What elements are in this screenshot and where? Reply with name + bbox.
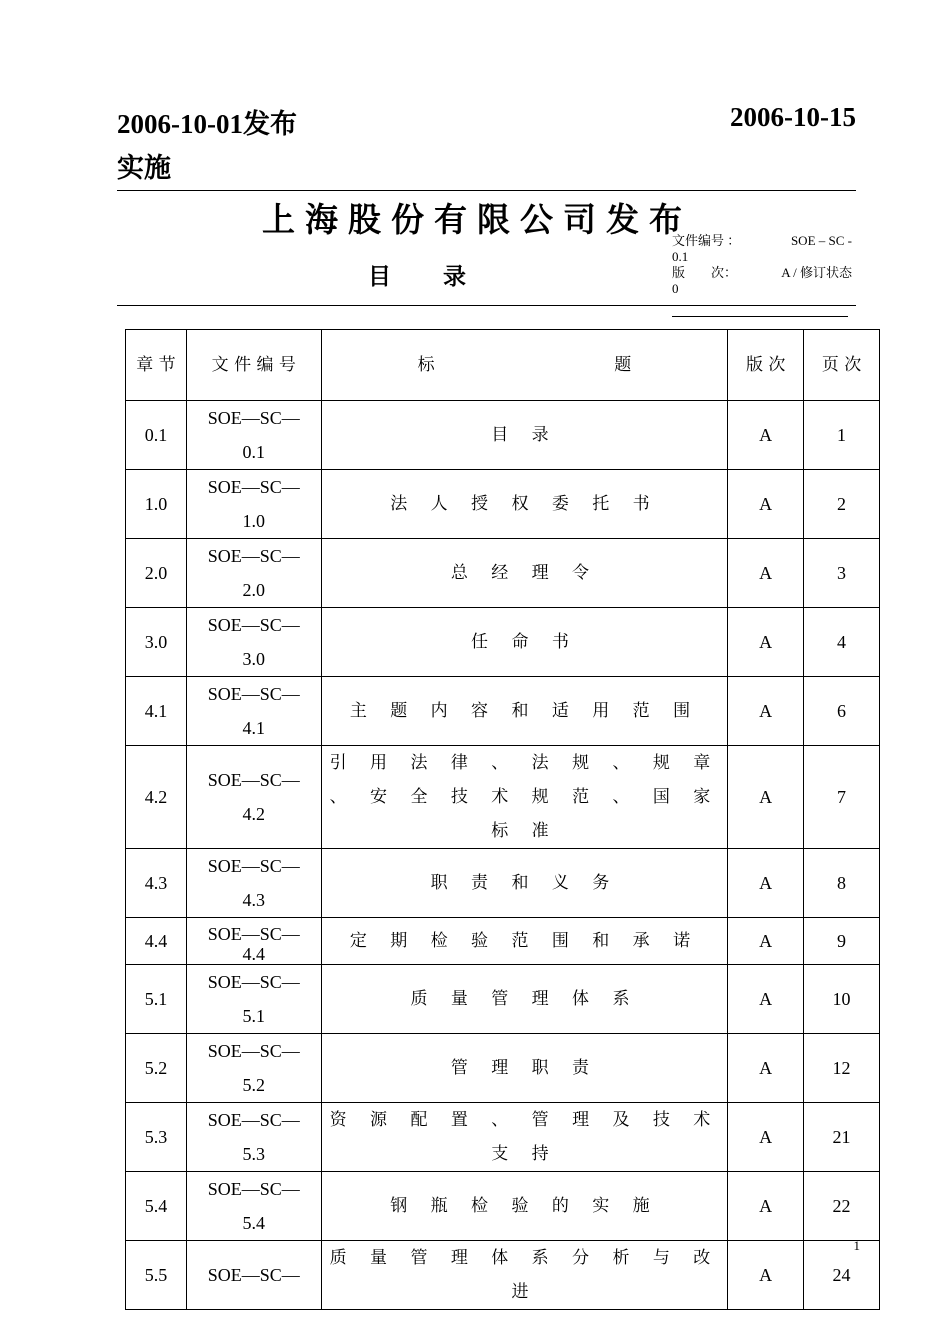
chapter-cell: 4.1 [126, 677, 187, 746]
title-cell: 法 人 授 权 委 托 书 [321, 470, 728, 539]
version-cell: A [728, 965, 804, 1034]
header-file-no: 文 件 编 号 [186, 330, 321, 401]
meta-number-value: SOE – SC - [790, 233, 852, 248]
document-meta [672, 233, 852, 297]
page-cell: 3 [804, 539, 880, 608]
version-cell: A [728, 1103, 804, 1172]
page-cell: 9 [804, 918, 880, 965]
file-no-cell: SOE—SC— 4.1 [186, 677, 321, 746]
page-cell: 4 [804, 608, 880, 677]
version-cell: A [728, 539, 804, 608]
table-row [126, 1172, 880, 1241]
version-cell: A [728, 677, 804, 746]
version-cell: A [728, 746, 804, 849]
chapter-cell: 5.2 [126, 1034, 187, 1103]
file-no-cell: SOE—SC— 2.0 [186, 539, 321, 608]
header-chapter: 章 节 [126, 330, 187, 401]
page-cell: 8 [804, 849, 880, 918]
table-row [126, 401, 880, 470]
title-cell: 主 题 内 容 和 适 用 范 围 [321, 677, 728, 746]
release-date: 2006-10-01发布 [117, 109, 297, 139]
header-version: 版 次 [728, 330, 804, 401]
page-cell: 7 [804, 746, 880, 849]
version-cell: A [728, 608, 804, 677]
meta-version-cont: 0 [672, 281, 679, 296]
chapter-cell: 5.4 [126, 1172, 187, 1241]
chapter-cell: 5.1 [126, 965, 187, 1034]
table-row [126, 539, 880, 608]
meta-number-label: 文件编号 ： [672, 233, 741, 248]
title-cell: 定 期 检 验 范 围 和 承 诺 [321, 918, 728, 965]
header-page: 页 次 [804, 330, 880, 401]
title-cell: 管 理 职 责 [321, 1034, 728, 1103]
chapter-cell: 4.2 [126, 746, 187, 849]
page-cell: 21 [804, 1103, 880, 1172]
chapter-cell: 5.5 [126, 1241, 187, 1310]
table-row [126, 1034, 880, 1103]
chapter-cell: 5.3 [126, 1103, 187, 1172]
file-no-cell: SOE—SC— 4.4 [186, 918, 321, 965]
version-cell: A [728, 918, 804, 965]
table-row [126, 965, 880, 1034]
page-cell: 24 [804, 1241, 880, 1310]
chapter-cell: 1.0 [126, 470, 187, 539]
table-row [126, 918, 880, 965]
version-cell: A [728, 1241, 804, 1310]
title-cell: 任 命 书 [321, 608, 728, 677]
page-cell: 12 [804, 1034, 880, 1103]
table-row [126, 746, 880, 849]
version-cell: A [728, 1034, 804, 1103]
version-cell: A [728, 1172, 804, 1241]
file-no-cell: SOE—SC— 0.1 [186, 401, 321, 470]
page-cell: 6 [804, 677, 880, 746]
meta-number-cont: 0.1 [672, 249, 689, 264]
title-cell: 质 量 管 理 体 系 分 析 与 改 进 [321, 1241, 728, 1310]
chapter-cell: 0.1 [126, 401, 187, 470]
meta-version-label: 版 次： [672, 265, 738, 280]
header-rule [117, 190, 856, 191]
title-cell: 总 经 理 令 [321, 539, 728, 608]
meta-rule [672, 316, 848, 317]
table-row [126, 849, 880, 918]
company-name: 上海股份有限公司发布 [262, 200, 692, 239]
chapter-cell: 2.0 [126, 539, 187, 608]
table-row [126, 1103, 880, 1172]
version-cell: A [728, 470, 804, 539]
title-cell: 引 用 法 律 、 法 规 、 规 章 、 安 全 技 术 规 范 、 国 家 标 准 [321, 746, 728, 849]
page-number: 1 [853, 1238, 860, 1253]
chapter-cell: 4.3 [126, 849, 187, 918]
page-cell: 2 [804, 470, 880, 539]
page-cell: 10 [804, 965, 880, 1034]
file-no-cell: SOE—SC— [186, 1241, 321, 1310]
page-cell: 1 [804, 401, 880, 470]
title-cell: 钢 瓶 检 验 的 实 施 [321, 1172, 728, 1241]
file-no-cell: SOE—SC— 5.1 [186, 965, 321, 1034]
toc-header-row [126, 330, 880, 401]
page-title: 目 录 [368, 264, 489, 290]
effective-suffix: 实施 [117, 153, 171, 183]
title-cell: 质 量 管 理 体 系 [321, 965, 728, 1034]
table-row [126, 470, 880, 539]
table-row [126, 608, 880, 677]
file-no-cell: SOE—SC— 5.3 [186, 1103, 321, 1172]
file-no-cell: SOE—SC— 3.0 [186, 608, 321, 677]
table-row [126, 677, 880, 746]
chapter-cell: 4.4 [126, 918, 187, 965]
table-row [126, 1241, 880, 1310]
title-cell: 目 录 [321, 401, 728, 470]
meta-version-value: A / 修订状态 [781, 265, 852, 280]
file-no-cell: SOE—SC— 4.3 [186, 849, 321, 918]
effective-date: 2006-10-15 [730, 102, 856, 132]
chapter-cell: 3.0 [126, 608, 187, 677]
file-no-cell: SOE—SC— 5.4 [186, 1172, 321, 1241]
file-no-cell: SOE—SC— 5.2 [186, 1034, 321, 1103]
title-cell: 资 源 配 置 、 管 理 及 技 术 支 持 [321, 1103, 728, 1172]
version-cell: A [728, 849, 804, 918]
version-cell: A [728, 401, 804, 470]
title-cell: 职 责 和 义 务 [321, 849, 728, 918]
file-no-cell: SOE—SC— 1.0 [186, 470, 321, 539]
title-rule [117, 305, 856, 306]
page-cell: 22 [804, 1172, 880, 1241]
toc-table [125, 329, 880, 1310]
file-no-cell: SOE—SC— 4.2 [186, 746, 321, 849]
header-title: 标 题 [321, 330, 728, 401]
